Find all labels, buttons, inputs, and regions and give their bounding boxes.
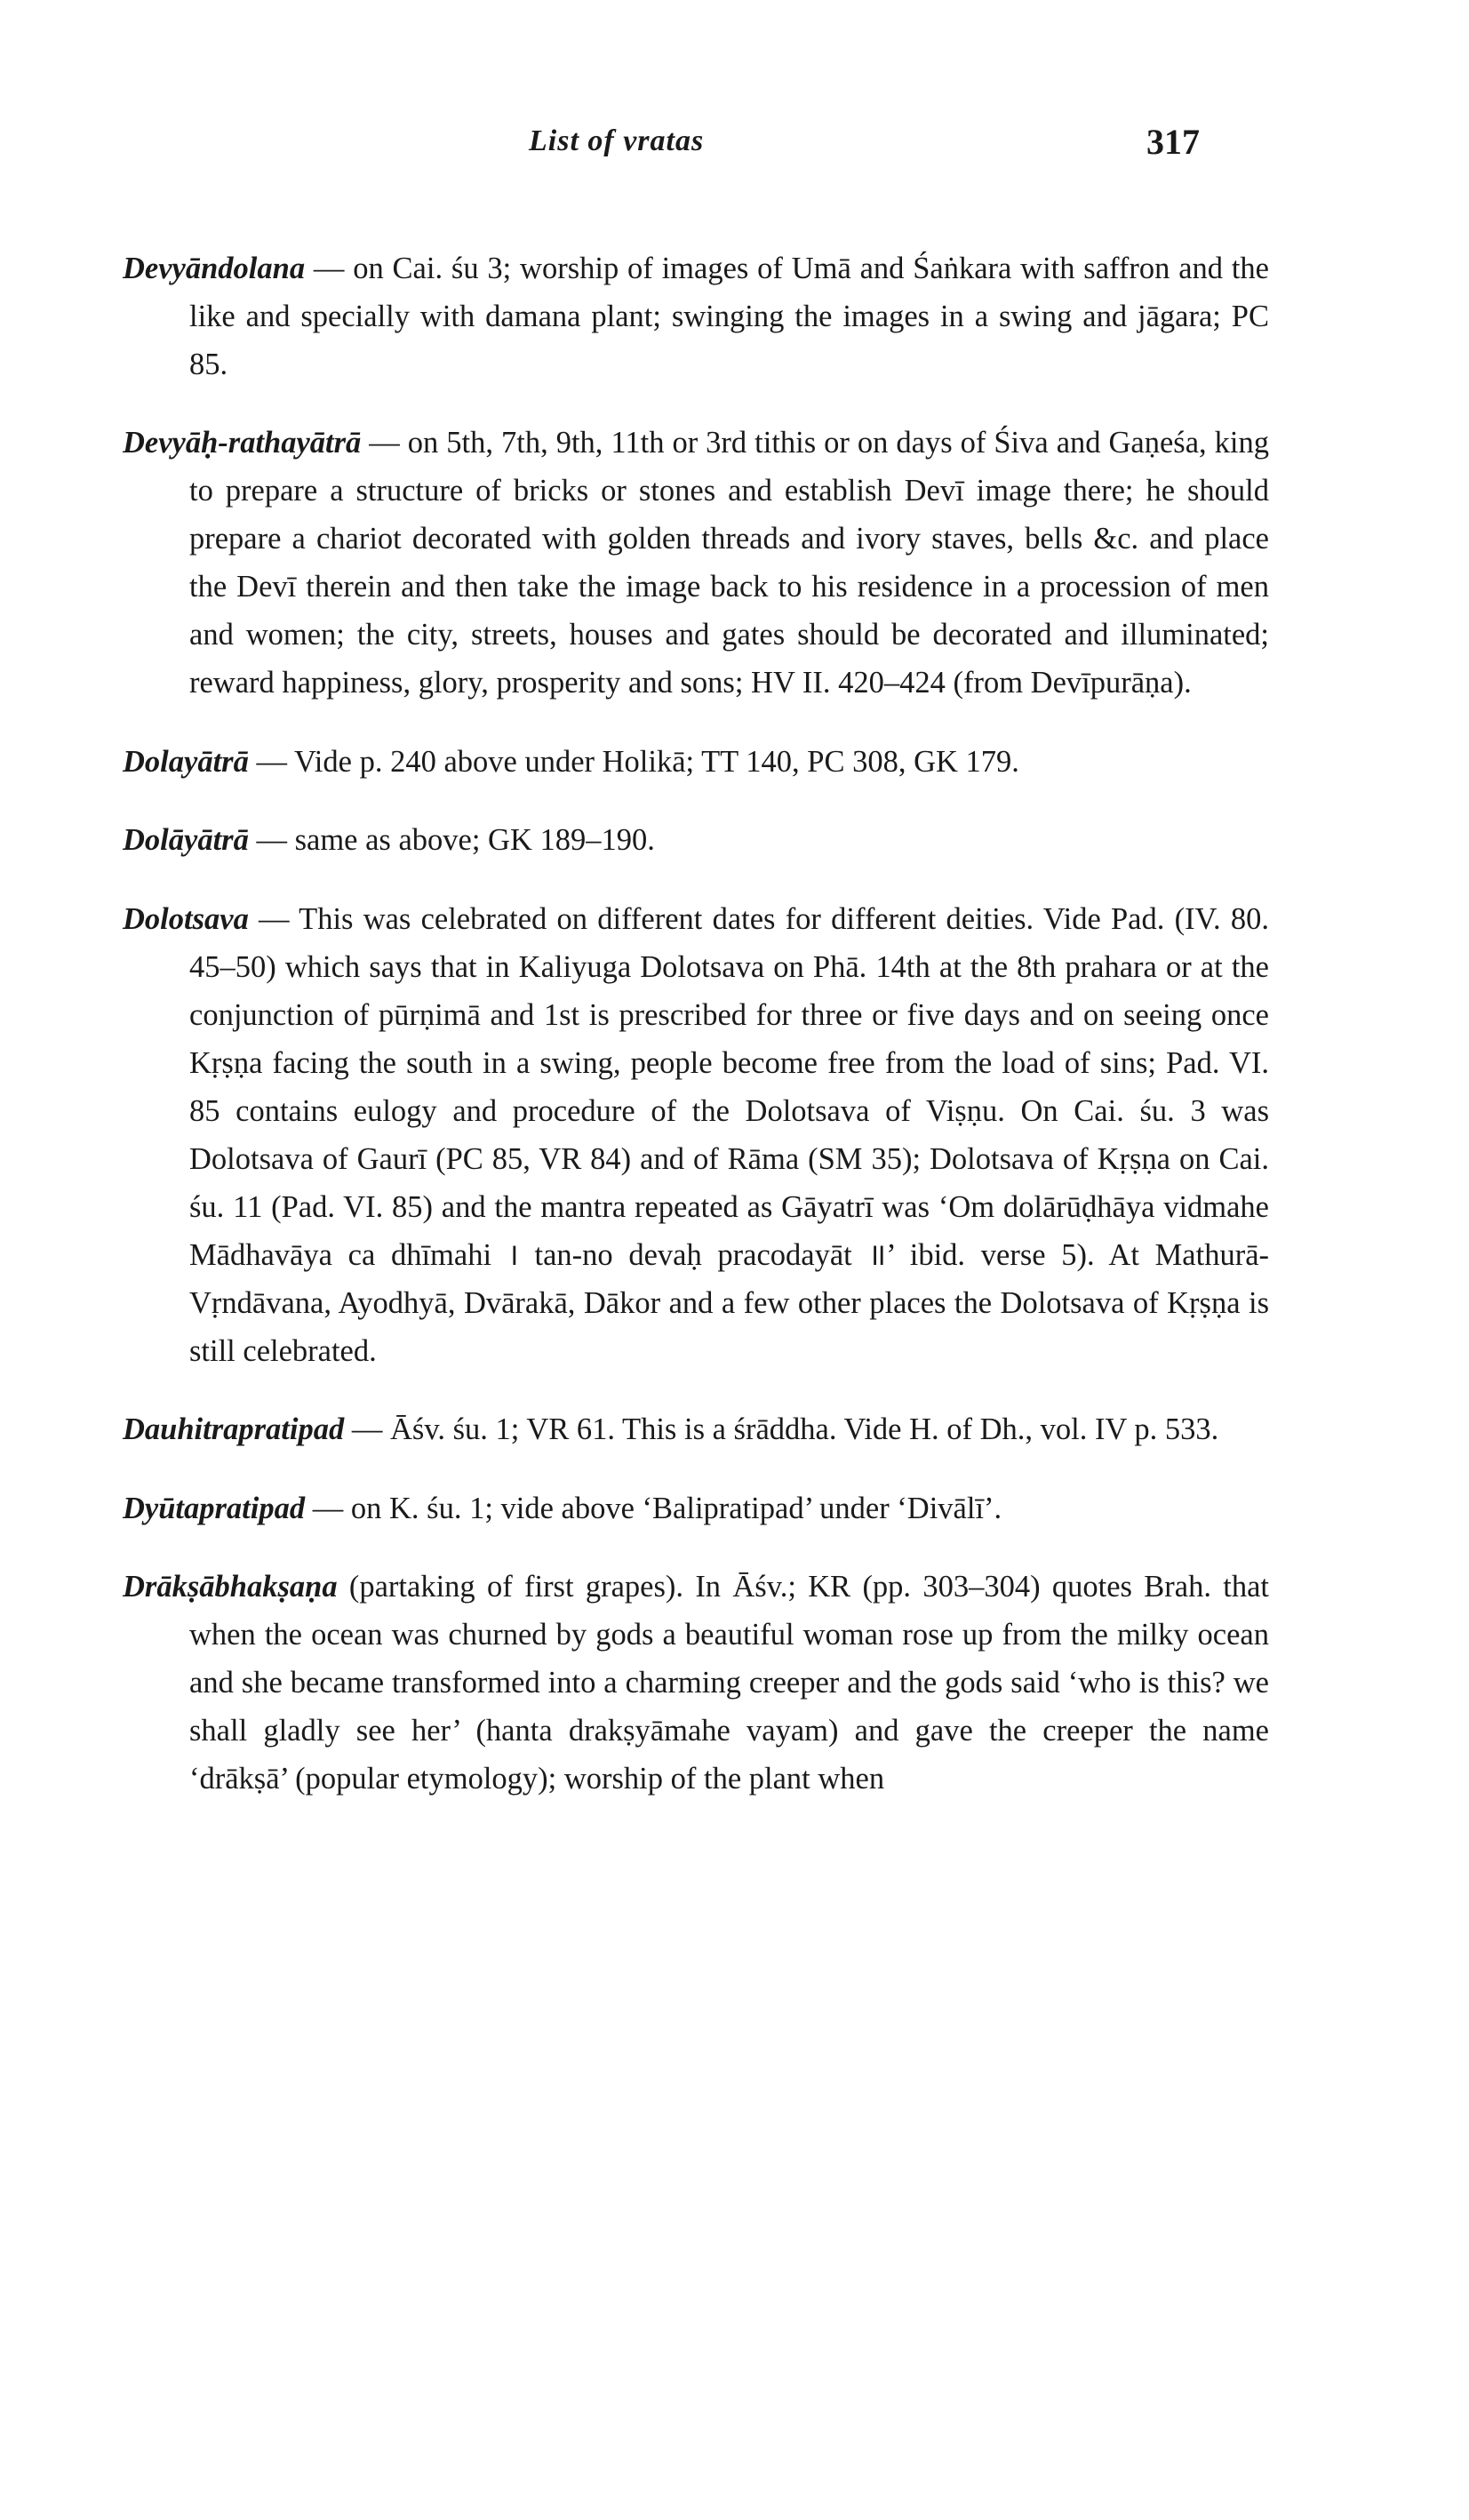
running-title: List of vratas xyxy=(529,124,705,157)
entry-heading: Dolāyātrā xyxy=(123,823,249,857)
entry-text: — on Cai. śu 3; worship of images of Umā and Śaṅkara with saffron and the like and specially with damana plant; swinging the images in a swing and jāgara; PC 85. xyxy=(189,251,1269,381)
entry-heading: Devyāḥ-rathayātrā xyxy=(123,426,362,460)
entry-heading: Dolotsava xyxy=(123,901,249,936)
entry-text: — Āśv. śu. 1; VR 61. This is a śrāddha. Vide H. of Dh., vol. IV p. 533. xyxy=(344,1412,1219,1446)
list-item xyxy=(123,816,1269,864)
entry-text: (partaking of first grapes). In Āśv.; KR (pp. 303–304) quotes Brah. that when the ocean was churned by gods a beautiful woman rose up from the milky ocean and she became transformed into a charming creeper and the gods said ‘who is this? we shall gladly see her’ (hanta drakṣyāmahe vayam) and gave the creeper the name ‘drākṣā’ (popular etymology); worship of the plant when xyxy=(189,1570,1269,1796)
entry-list xyxy=(0,213,1469,1820)
entry-heading: Dolayātrā xyxy=(123,744,249,779)
entry-text: — on K. śu. 1; vide above ‘Balipratipad’ under ‘Divālī’. xyxy=(305,1491,1002,1525)
list-item xyxy=(123,738,1269,786)
entry-heading: Drākṣābhakṣaṇa xyxy=(123,1570,338,1604)
list-item xyxy=(123,1405,1269,1453)
list-item xyxy=(123,1563,1269,1803)
list-item xyxy=(123,244,1269,388)
page-header xyxy=(0,124,1469,178)
list-item xyxy=(123,419,1269,707)
entry-heading: Devyāndolana xyxy=(123,251,306,285)
list-item xyxy=(123,895,1269,1375)
list-item xyxy=(123,1484,1269,1532)
entry-text: — This was celebrated on different dates for different deities. Vide Pad. (IV. 80. 45–50) which says that in Kaliyuga Dolotsava on Phā. 14th at the 8th prahara or at the conjunction of pūrṇimā and 1st is prescribed for three or five days and on seeing once Kṛṣṇa facing the south in a swing, people become free from the load of sins; Pad. VI. 85 contains eulogy and procedure of the Dolotsava of Viṣṇu. On Cai. śu. 3 was Dolotsava of Gaurī (PC 85, VR 84) and of Rāma (SM 35); Dolotsava of Kṛṣṇa on Cai. śu. 11 (Pad. VI. 85) and the mantra repeated as Gāyatrī was ‘Om dolārūḍhāya vidmahe Mādhavāya ca dhīmahi । tan-no devaḥ pracodayāt ॥’ ibid. verse 5). At Mathurā-Vṛndāvana, Ayodhyā, Dvārakā, Dākor and a few other places the Dolotsava of Kṛṣṇa is still celebrated. xyxy=(189,901,1269,1368)
entry-heading: Dyūtapratipad xyxy=(123,1491,306,1525)
entry-text: — same as above; GK 189–190. xyxy=(248,823,655,857)
entry-heading: Dauhitrapratipad xyxy=(123,1412,345,1446)
page-number: 317 xyxy=(1146,122,1200,162)
entry-text: — on 5th, 7th, 9th, 11th or 3rd tithis or on days of Śiva and Gaṇeśa, king to prepare a structure of bricks or stones and establish Devī image there; he should prepare a chariot decorated with golden threads and ivory staves, bells &c. and place the Devī therein and then take the image back to his residence in a procession of men and women; the city, streets, houses and gates should be decorated and illuminated; reward happiness, glory, prosperity and sons; HV II. 420–424 (from Devīpurāṇa). xyxy=(189,426,1269,700)
entry-text: — Vide p. 240 above under Holikā; TT 140, PC 308, GK 179. xyxy=(248,744,1019,779)
